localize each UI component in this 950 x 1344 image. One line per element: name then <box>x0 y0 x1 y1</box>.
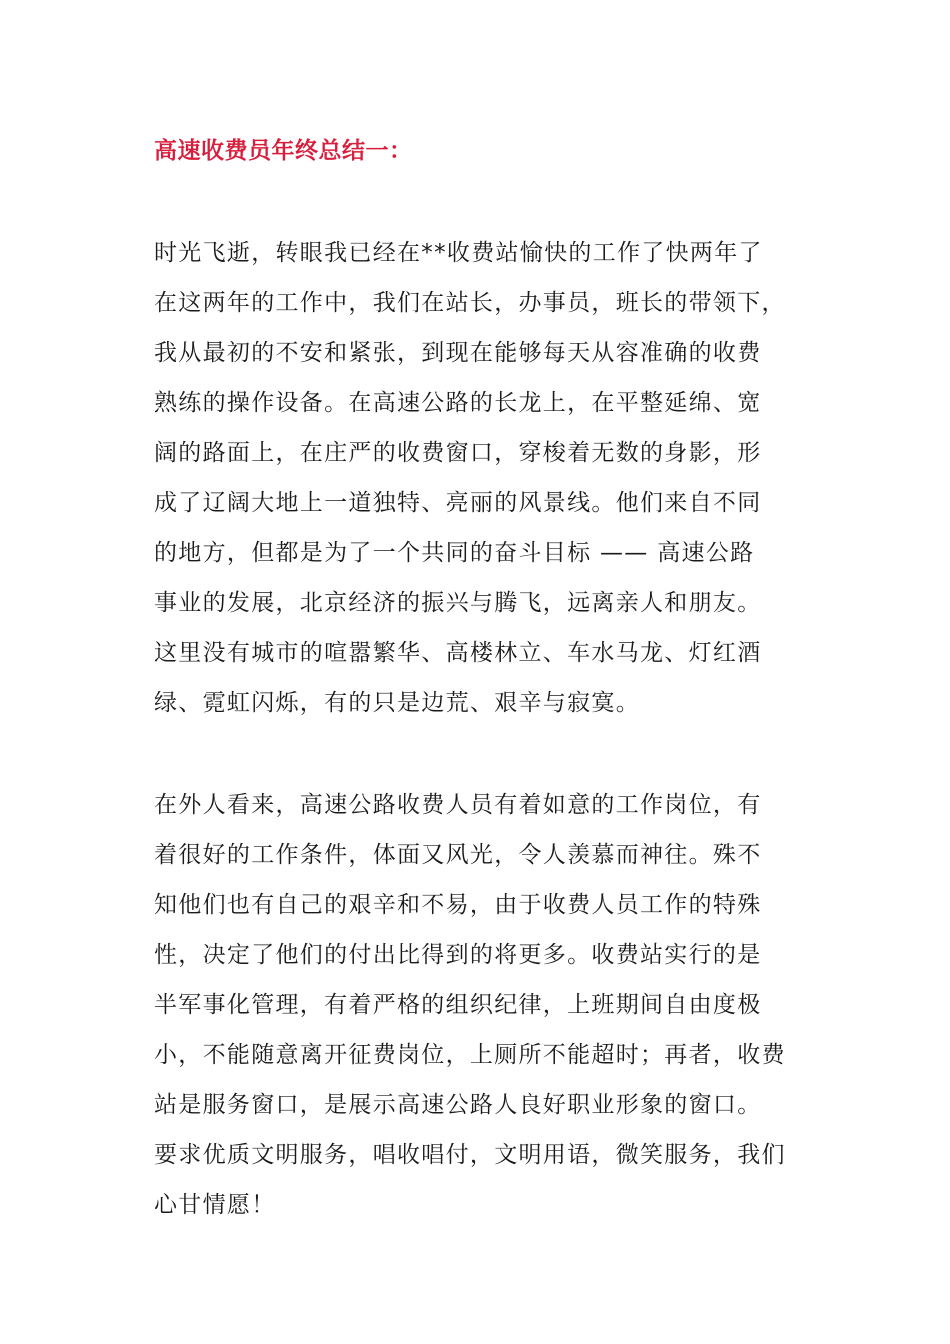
paragraph-line: 小，不能随意离开征费岗位，上厕所不能超时；再者，收费 <box>154 1042 786 1068</box>
paragraph-line: 心甘情愿！ <box>154 1192 276 1218</box>
title-spacer <box>154 174 804 228</box>
paragraph-line: 半军事化管理，有着严格的组织纪律，上班期间自由度极 <box>154 992 762 1018</box>
paragraph-line: 在这两年的工作中，我们在站长，办事员，班长的带领下， <box>154 290 786 316</box>
document-content <box>154 128 804 1230</box>
paragraph-line: 成了辽阔大地上一道独特、亮丽的风景线。他们来自不同 <box>154 490 762 516</box>
paragraph-1 <box>154 228 804 728</box>
paragraph-line: 性，决定了他们的付出比得到的将更多。收费站实行的是 <box>154 942 762 968</box>
paragraph-line: 要求优质文明服务，唱收唱付，文明用语，微笑服务，我们 <box>154 1142 786 1168</box>
paragraph-line: 绿、霓虹闪烁，有的只是边荒、艰辛与寂寞。 <box>154 690 640 716</box>
paragraph-line: 着很好的工作条件，体面又风光，令人羡慕而神往。殊不 <box>154 842 762 868</box>
paragraph-line: 的地方，但都是为了一个共同的奋斗目标 —— 高速公路 <box>154 540 755 566</box>
paragraph-line: 阔的路面上，在庄严的收费窗口，穿梭着无数的身影，形 <box>154 440 762 466</box>
paragraph-line: 时光飞逝，转眼我已经在**收费站愉快的工作了快两年了 <box>154 240 763 266</box>
paragraph-line: 站是服务窗口，是展示高速公路人良好职业形象的窗口。 <box>154 1092 762 1118</box>
paragraph-line: 这里没有城市的喧嚣繁华、高楼林立、车水马龙、灯红酒 <box>154 640 762 666</box>
paragraph-line: 在外人看来，高速公路收费人员有着如意的工作岗位，有 <box>154 792 762 818</box>
document-title: 高速收费员年终总结一： <box>154 138 413 164</box>
paragraph-line: 熟练的操作设备。在高速公路的长龙上，在平整延绵、宽 <box>154 390 762 416</box>
paragraph-spacer <box>154 728 804 780</box>
paragraph-2 <box>154 780 804 1230</box>
paragraph-line: 事业的发展，北京经济的振兴与腾飞，远离亲人和朋友。 <box>154 590 762 616</box>
paragraph-line: 我从最初的不安和紧张，到现在能够每天从容准确的收费 <box>154 340 762 366</box>
paragraph-line: 知他们也有自己的艰辛和不易，由于收费人员工作的特殊 <box>154 892 762 918</box>
